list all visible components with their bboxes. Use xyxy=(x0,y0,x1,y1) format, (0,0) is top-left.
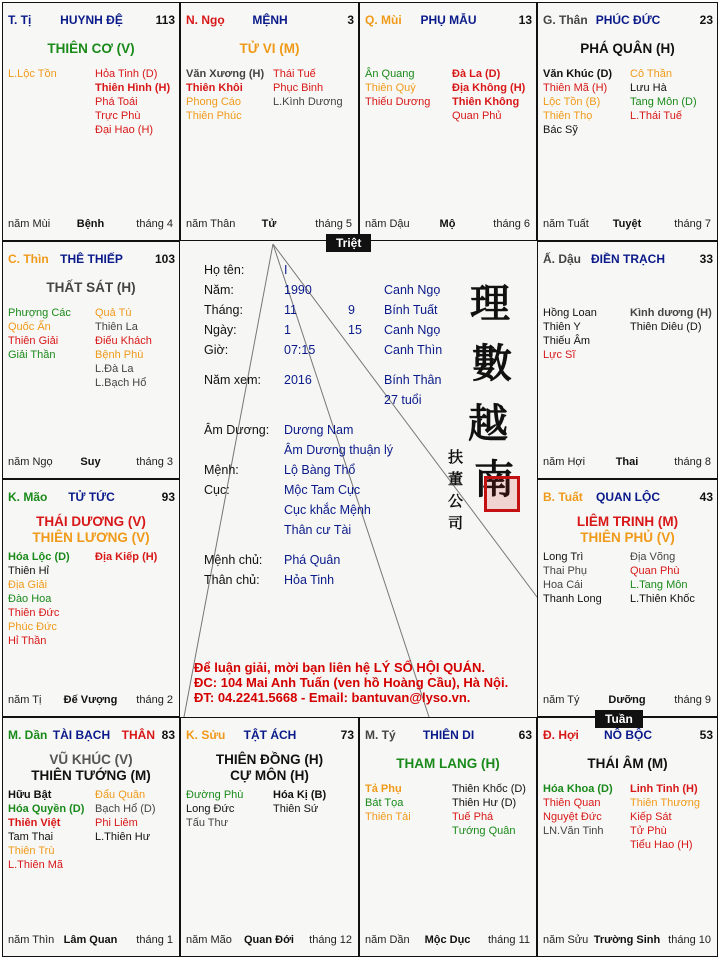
star-item: Thiên Khôi xyxy=(186,82,243,94)
month-label: tháng 1 xyxy=(136,934,173,946)
cell-number: 3 xyxy=(347,13,354,27)
month-solar: 9 xyxy=(348,303,355,317)
branch-label: M. Dần xyxy=(8,728,48,742)
tuan-tag: Tuần xyxy=(595,710,643,728)
star-item: Phượng Các xyxy=(8,307,71,319)
cell-number: 83 xyxy=(161,728,175,742)
palace-extra: THÂN xyxy=(121,728,155,742)
month-label: tháng 8 xyxy=(674,456,711,468)
palace-cell-ngo xyxy=(180,2,359,241)
major-star: LIÊM TRINH (M) xyxy=(576,514,679,529)
star-item: Long Đức xyxy=(186,803,235,815)
palace-name: THIÊN DI xyxy=(422,728,475,742)
star-item: Nguyệt Đức xyxy=(543,811,602,823)
star-item: Thanh Long xyxy=(543,593,602,605)
star-item: L.Thái Tuế xyxy=(630,110,682,122)
star-item: Hỏa Tinh (D) xyxy=(95,68,158,80)
star-item: L.Bạch Hổ xyxy=(95,377,147,389)
star-item: Thiên Giải xyxy=(8,335,59,347)
life-stage: Thai xyxy=(615,456,639,468)
star-item: Thiên Không xyxy=(452,96,520,108)
palace-cell-dau xyxy=(537,241,718,479)
cell-footer xyxy=(543,694,711,708)
year-label: năm Dần xyxy=(365,934,410,946)
star-item: Quả Tú xyxy=(95,307,132,319)
menh-value: Lộ Bàng Thổ xyxy=(284,463,356,477)
right-star-list xyxy=(95,67,170,137)
life-stage: Bệnh xyxy=(76,218,105,230)
major-star: TỬ VI (M) xyxy=(239,41,300,56)
star-item: LN.Văn Tinh xyxy=(543,825,604,837)
cell-number: 23 xyxy=(699,13,713,27)
star-item: Thiên Hư (D) xyxy=(452,797,517,809)
major-star: THÁI DƯƠNG (V) xyxy=(36,514,146,529)
right-star-list xyxy=(95,788,156,844)
menhchu-value: Phá Quân xyxy=(284,553,341,567)
star-item: Thiên Y xyxy=(543,321,581,333)
cuc-label: Cục: xyxy=(204,483,230,497)
calligraphy-char-2: 數 xyxy=(472,340,512,387)
star-item: Tả Phụ xyxy=(365,783,402,795)
branch-label: C. Thìn xyxy=(8,252,49,266)
palace-name: PHỤ MẪU xyxy=(420,13,477,27)
cell-header xyxy=(365,728,532,744)
major-star: VŨ KHÚC (V) xyxy=(49,752,133,767)
year-label: năm Ngọ xyxy=(8,456,53,468)
thanchu-value: Hỏa Tinh xyxy=(284,573,335,587)
cell-footer xyxy=(543,218,711,232)
left-star-list xyxy=(543,306,597,362)
cell-footer xyxy=(365,934,530,948)
right-star-list xyxy=(630,782,700,852)
cell-footer xyxy=(543,934,711,948)
calligraphy-small-2: 董 xyxy=(448,470,464,488)
palace-cell-than xyxy=(537,2,718,241)
star-item: Đẩu Quân xyxy=(95,789,146,801)
calligraphy-char-4: 南 xyxy=(474,456,514,503)
cell-header xyxy=(543,490,713,506)
view-year-value: 2016 xyxy=(284,373,312,387)
major-star: THIÊN TƯỚNG (M) xyxy=(31,768,151,783)
branch-label: M. Tý xyxy=(365,728,396,742)
cuc-value-3: Thân cư Tài xyxy=(284,523,352,537)
month-label: tháng 6 xyxy=(493,218,530,230)
cell-footer xyxy=(365,218,530,232)
star-item: Kiếp Sát xyxy=(630,811,672,823)
branch-label: Q. Mùi xyxy=(365,13,402,27)
life-stage: Mộ xyxy=(439,218,456,230)
star-item: Thiếu Dương xyxy=(365,96,431,108)
cell-header xyxy=(365,13,532,29)
menh-label: Mệnh: xyxy=(204,463,239,477)
major-star: THIÊN LƯƠNG (V) xyxy=(32,530,150,545)
month-label: tháng 5 xyxy=(315,218,352,230)
star-item: Thiên Sứ xyxy=(273,803,319,815)
star-item: Hoa Cái xyxy=(543,579,583,591)
cell-number: 33 xyxy=(699,252,713,266)
palace-name: TẬT ÁCH xyxy=(243,728,297,742)
hour-canchi: Canh Thìn xyxy=(384,343,443,357)
hour-value: 07:15 xyxy=(284,343,316,357)
major-star: THÁI ÂM (M) xyxy=(587,756,668,771)
star-item: Thái Tuế xyxy=(273,68,316,80)
cell-header xyxy=(8,490,175,506)
cell-number: 103 xyxy=(154,252,175,266)
star-item: Hóa Kị (B) xyxy=(273,789,327,801)
year-label: năm Mão xyxy=(186,934,232,946)
palace-name: QUAN LỘC xyxy=(596,490,660,504)
left-star-list xyxy=(543,67,612,137)
left-star-list xyxy=(186,67,264,123)
palace-name: ĐIỀN TRẠCH xyxy=(591,252,665,266)
triet-tag: Triệt xyxy=(326,234,371,252)
palace-name: PHÚC ĐỨC xyxy=(595,13,661,27)
star-item: Quan Phù xyxy=(630,565,680,577)
right-star-list xyxy=(630,306,712,334)
major-star: CỰ MÔN (H) xyxy=(230,768,309,783)
month-label: tháng 3 xyxy=(136,456,173,468)
contact-line-3: ĐT: 04.2241.5668 - Email: bantuvan@lyso.vn. xyxy=(194,690,471,705)
month-label: tháng 11 xyxy=(487,934,530,946)
cell-footer xyxy=(8,934,173,948)
star-item: Thiên Quý xyxy=(365,82,416,94)
star-item: Ân Quang xyxy=(365,68,415,80)
life-stage: Quan Đới xyxy=(244,934,294,946)
thanchu-label: Thân chủ: xyxy=(204,573,260,587)
star-item: Thiên Diêu (D) xyxy=(630,321,702,333)
star-item: Văn Xương (H) xyxy=(186,68,265,80)
star-item: Đại Hao (H) xyxy=(95,124,154,136)
branch-label: K. Sửu xyxy=(186,728,226,742)
cell-header xyxy=(186,728,354,744)
star-item: L.Lộc Tồn xyxy=(8,68,57,80)
cell-header xyxy=(8,252,175,268)
month-label: Tháng: xyxy=(204,303,243,317)
star-item: Thiên Trù xyxy=(8,845,55,857)
hour-label: Giờ: xyxy=(204,343,229,357)
calligraphy-char-1: 理 xyxy=(470,280,510,327)
amduong-value-1: Dương Nam xyxy=(284,423,354,437)
major-star: THAM LANG (H) xyxy=(396,756,500,771)
palace-cell-suu xyxy=(180,717,359,957)
month-label: tháng 7 xyxy=(674,218,711,230)
month-label: tháng 2 xyxy=(136,694,173,706)
star-item: Đào Hoa xyxy=(8,593,52,605)
star-item: Địa Kiếp (H) xyxy=(95,551,158,563)
star-item: Lực Sĩ xyxy=(543,349,576,361)
cell-footer xyxy=(8,456,173,470)
cell-footer xyxy=(186,934,352,948)
major-star: PHÁ QUÂN (H) xyxy=(580,41,675,56)
cell-number: 63 xyxy=(518,728,532,742)
left-star-list xyxy=(365,67,430,109)
star-item: Tuế Phá xyxy=(452,811,494,823)
star-item: Thiên Việt xyxy=(8,817,61,829)
star-item: Cô Thần xyxy=(630,68,672,80)
year-label: năm Hợi xyxy=(543,456,586,468)
star-item: Phục Binh xyxy=(273,82,324,94)
star-item: Giải Thần xyxy=(8,349,56,361)
star-item: L.Kình Dương xyxy=(273,96,343,108)
star-item: Tiểu Hao (H) xyxy=(630,839,693,851)
palace-name: THÊ THIẾP xyxy=(60,252,123,266)
branch-label: Ấ. Dậu xyxy=(543,252,582,266)
star-item: Long Trì xyxy=(543,551,584,563)
cell-header xyxy=(8,13,175,29)
cell-number: 73 xyxy=(340,728,354,742)
star-item: Tướng Quân xyxy=(452,825,516,837)
star-item: Phong Cáo xyxy=(186,96,242,108)
amduong-value-2: Âm Dương thuận lý xyxy=(284,443,393,457)
month-label: tháng 9 xyxy=(674,694,711,706)
star-item: Văn Khúc (D) xyxy=(543,68,613,80)
life-stage: Tuyệt xyxy=(612,218,642,230)
palace-name: HUYNH ĐỆ xyxy=(60,13,123,27)
month-lunar: 11 xyxy=(284,303,297,317)
cell-number: 113 xyxy=(155,13,175,27)
name-value: I xyxy=(284,263,288,277)
star-item: Thiên La xyxy=(95,321,138,333)
star-item: Thiên Tài xyxy=(365,811,411,823)
month-canchi: Bính Tuất xyxy=(384,303,438,317)
year-label: năm Thân xyxy=(186,218,236,230)
star-item: Đà La (D) xyxy=(452,68,501,80)
red-seal-stamp xyxy=(484,476,520,512)
star-item: Điếu Khách xyxy=(95,335,152,347)
palace-cell-thin xyxy=(2,241,180,479)
right-star-list xyxy=(273,788,326,816)
life-stage: Tử xyxy=(261,218,277,230)
star-item: Lộc Tồn (B) xyxy=(543,96,601,108)
branch-label: T. Tị xyxy=(8,13,32,27)
calligraphy-char-3: 越 xyxy=(468,400,508,447)
life-stage: Dưỡng xyxy=(608,694,646,706)
cell-header xyxy=(543,13,713,29)
cell-footer xyxy=(8,694,173,708)
left-star-list xyxy=(8,67,57,81)
calligraphy-small-3: 公 xyxy=(448,492,464,510)
star-item: Thiếu Âm xyxy=(543,335,591,347)
name-label: Họ tên: xyxy=(204,263,245,277)
palace-cell-hoi xyxy=(537,717,718,957)
right-star-list xyxy=(95,550,157,564)
star-item: Bạch Hổ (D) xyxy=(95,803,156,815)
star-item: Tam Thai xyxy=(8,831,54,843)
left-star-list xyxy=(8,550,70,648)
contact-block xyxy=(194,660,508,705)
day-solar: 15 xyxy=(348,323,362,337)
major-star: THẤT SÁT (H) xyxy=(46,280,136,295)
cell-footer xyxy=(186,218,352,232)
star-item: L.Thiên Hư xyxy=(95,831,151,843)
year-label: năm Mùi xyxy=(8,218,51,230)
year-value: 1990 xyxy=(284,283,312,297)
right-star-list xyxy=(452,67,525,123)
major-star: THIÊN CƠ (V) xyxy=(47,41,135,56)
month-label: tháng 10 xyxy=(668,934,711,946)
life-stage: Mộc Dục xyxy=(424,934,471,946)
branch-label: B. Tuất xyxy=(543,490,583,504)
day-lunar: 1 xyxy=(284,323,291,337)
star-item: Địa Võng xyxy=(630,551,676,563)
star-item: Thiên Quan xyxy=(543,797,601,809)
star-item: L.Tang Môn xyxy=(630,579,688,591)
left-star-list xyxy=(365,782,411,824)
star-item: Hóa Quyền (D) xyxy=(8,803,85,815)
cuc-value-2: Cục khắc Mệnh xyxy=(284,503,371,517)
major-star: THIÊN ĐỒNG (H) xyxy=(215,752,324,767)
star-item: Phi Liêm xyxy=(95,817,138,829)
amduong-label: Âm Dương: xyxy=(204,423,270,437)
star-item: Tang Môn (D) xyxy=(630,96,697,108)
star-item: Thiên Thọ xyxy=(543,110,593,122)
branch-label: K. Mão xyxy=(8,490,48,504)
left-star-list xyxy=(8,788,84,872)
life-stage: Đế Vượng xyxy=(63,694,118,706)
star-item: Bệnh Phù xyxy=(95,349,144,361)
star-item: Hỉ Thần xyxy=(8,635,47,647)
branch-label: N. Ngọ xyxy=(186,13,225,27)
star-item: Thiên Khốc (D) xyxy=(452,783,526,795)
right-star-list xyxy=(95,306,152,390)
year-label: năm Tị xyxy=(8,694,42,706)
left-star-list xyxy=(186,788,243,830)
star-item: L.Đà La xyxy=(95,363,134,375)
right-star-list xyxy=(273,67,343,109)
cell-number: 53 xyxy=(699,728,713,742)
star-item: Địa Không (H) xyxy=(452,82,526,94)
star-item: Bác Sỹ xyxy=(543,124,578,136)
left-star-list xyxy=(8,306,71,362)
star-item: Linh Tinh (H) xyxy=(630,783,698,795)
right-star-list xyxy=(630,550,695,606)
star-item: Phá Toái xyxy=(95,96,138,108)
day-canchi: Canh Ngọ xyxy=(384,323,441,337)
contact-line-1: Để luận giải, mời bạn liên hệ LÝ SỐ HỘI QUÁN. xyxy=(194,660,485,675)
year-label: năm Dậu xyxy=(365,218,410,230)
star-item: Thiên Hỉ xyxy=(8,565,49,577)
cell-number: 43 xyxy=(699,490,713,504)
star-item: Quốc Ấn xyxy=(8,321,51,333)
palace-name: MỆNH xyxy=(252,13,288,27)
major-star: THIÊN PHỦ (V) xyxy=(580,530,675,545)
palace-cell-ty2 xyxy=(359,717,537,957)
star-item: Thai Phụ xyxy=(543,565,588,577)
cell-header xyxy=(8,728,175,744)
year-label: năm Tý xyxy=(543,694,580,706)
star-item: Thiên Hình (H) xyxy=(95,82,171,94)
star-item: Quan Phủ xyxy=(452,110,502,122)
year-label: năm Sửu xyxy=(543,934,589,946)
life-stage: Trường Sinh xyxy=(593,934,661,946)
right-star-list xyxy=(452,782,526,838)
cell-header xyxy=(543,728,713,744)
star-item: Tấu Thư xyxy=(186,817,229,829)
menhchu-label: Mệnh chủ: xyxy=(204,553,263,567)
star-item: Thiên Mã (H) xyxy=(543,82,608,94)
palace-name: TÀI BẠCH xyxy=(52,728,111,742)
branch-label: Đ. Hợi xyxy=(543,728,579,742)
contact-line-2: ĐC: 104 Mai Anh Tuấn (ven hồ Hoàng Cầu), Hà Nội. xyxy=(194,675,509,690)
star-item: Thiên Đức xyxy=(8,607,60,619)
star-item: Lưu Hà xyxy=(630,82,667,94)
star-item: Kình dương (H) xyxy=(630,307,712,319)
star-item: Tử Phù xyxy=(630,825,667,837)
palace-cell-tuat xyxy=(537,479,718,717)
cuc-value-1: Mộc Tam Cục xyxy=(284,483,361,497)
calligraphy-small-4: 司 xyxy=(448,514,464,532)
year-canchi: Canh Ngọ xyxy=(384,283,441,297)
view-year-canchi: Bính Thân xyxy=(384,373,442,387)
life-stage: Lâm Quan xyxy=(63,934,118,946)
day-label: Ngày: xyxy=(204,323,237,337)
star-item: Hồng Loan xyxy=(543,307,597,319)
palace-cell-ty xyxy=(2,2,180,241)
star-item: Hóa Lộc (D) xyxy=(8,551,70,563)
cell-number: 13 xyxy=(518,13,532,27)
star-item: Hóa Khoa (D) xyxy=(543,783,613,795)
age-value: 27 tuổi xyxy=(384,393,422,407)
star-item: Thiên Thương xyxy=(630,797,701,809)
star-item: Đường Phù xyxy=(186,789,244,801)
right-star-list xyxy=(630,67,697,123)
year-label: Năm: xyxy=(204,283,234,297)
calligraphy-small-1: 扶 xyxy=(448,448,464,466)
branch-label: G. Thân xyxy=(543,13,588,27)
life-stage: Suy xyxy=(80,456,101,468)
cell-footer xyxy=(8,218,173,232)
star-item: Hữu Bật xyxy=(8,789,52,801)
palace-cell-mui xyxy=(359,2,537,241)
palace-name: NÔ BỘC xyxy=(604,728,652,742)
palace-cell-dan xyxy=(2,717,180,957)
star-item: Bát Tọa xyxy=(365,797,404,809)
view-year-label: Năm xem: xyxy=(204,373,261,387)
star-item: L.Thiên Khốc xyxy=(630,593,695,605)
cell-header xyxy=(543,252,713,268)
month-label: tháng 4 xyxy=(136,218,173,230)
left-star-list xyxy=(543,782,613,838)
cell-number: 93 xyxy=(161,490,175,504)
year-label: năm Thìn xyxy=(8,934,55,946)
star-item: L.Thiên Mã xyxy=(8,859,64,871)
star-item: Phúc Đức xyxy=(8,621,57,633)
cell-header xyxy=(186,13,354,29)
month-label: tháng 12 xyxy=(309,934,352,946)
year-label: năm Tuất xyxy=(543,218,589,230)
star-item: Trực Phù xyxy=(95,110,141,122)
star-item: Địa Giải xyxy=(8,579,48,591)
palace-cell-mao xyxy=(2,479,180,717)
palace-name: TỬ TỨC xyxy=(68,490,115,504)
star-item: Thiên Phúc xyxy=(186,110,242,122)
left-star-list xyxy=(543,550,602,606)
cell-footer xyxy=(543,456,711,470)
